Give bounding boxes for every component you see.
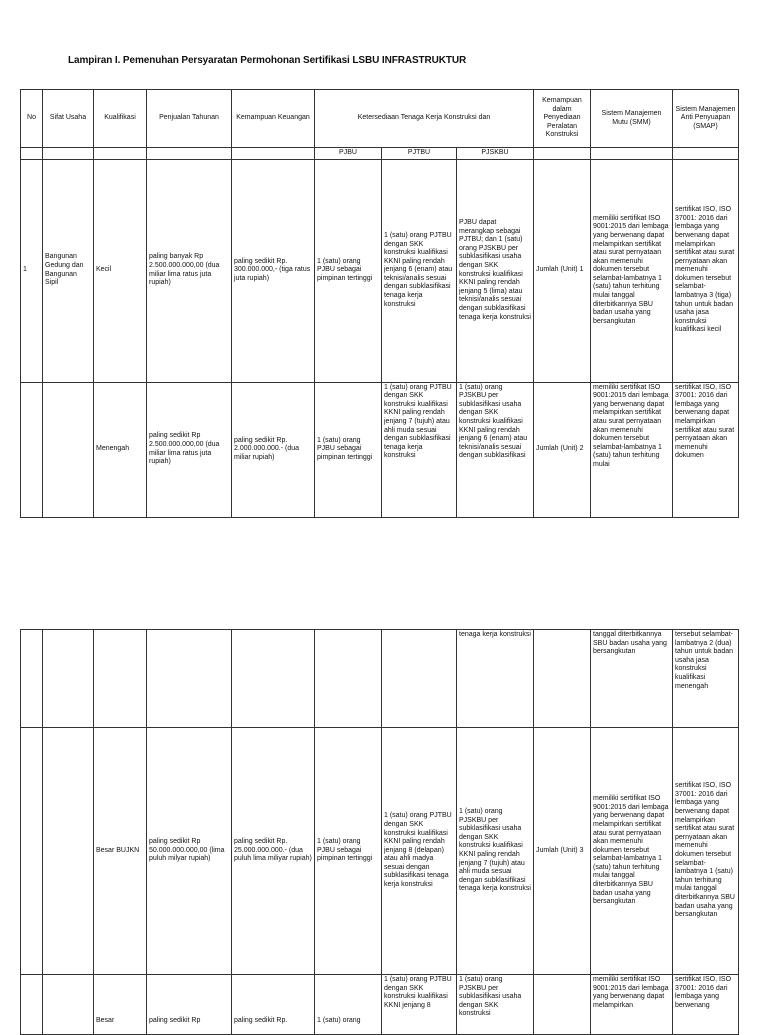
cell-pjbu [315, 630, 382, 728]
cell-smm: memiliki sertifikat ISO 9001:2015 dari lembaga yang berwenang dapat melampirkan [591, 975, 673, 1035]
cell-smap: tersebut selambat-lambatnya 2 (dua) tahun untuk badan usaha jasa konstruksi kualifikasi menengah [673, 630, 739, 728]
cell-kualifikasi: Menengah [94, 382, 147, 517]
cell-pjskbu: 1 (satu) orang PJSKBU per subklasifikasi usaha dengan SKK konstruksi [457, 975, 534, 1035]
cell-pjbu: 1 (satu) orang PJBU sebagai pimpinan tertinggi [315, 382, 382, 517]
cell-penjualan: paling banyak Rp 2.500.000.000,00 (dua miliar lima ratus juta rupiah) [147, 159, 232, 382]
cell-smap: sertifikat ISO, ISO 37001: 2016 dari lembaga yang berwenang dapat melampirkan sertifikat atau surat pernyataan akan memenuhi dokumen tersebut selambat-lambatnya 3 (tiga) tahun untuk badan usaha jasa konstruksi kualifikasi kecil [673, 159, 739, 382]
header-penjualan: Penjualan Tahunan [147, 90, 232, 148]
table-row [21, 630, 739, 728]
cell-penjualan: paling sedikit Rp 2.500.000.000,00 (dua miliar lima ratus juta rupiah) [147, 382, 232, 517]
cell-pjskbu: 1 (satu) orang PJSKBU per subklasifikasi usaha dengan SKK konstruksi kualifikasi KKNI paling rendah jenjang 6 (enam) atau teknisi/analis sesuai dengan subklasifikasi [457, 382, 534, 517]
cell-smap: sertifikat ISO, ISO 37001: 2016 dari lembaga yang berwenang [673, 975, 739, 1035]
cell-sifat-usaha [43, 975, 94, 1035]
cell-pjtbu: 1 (satu) orang PJTBU dengan SKK konstruksi kualifikasi KKNI paling rendah jenjang 8 (delapan) atau ahli madya sesuai dengan subklasifikasi tenaga kerja konstruksi [382, 728, 457, 975]
cell-kualifikasi [94, 630, 147, 728]
cell-no [21, 975, 43, 1035]
cell-no [21, 728, 43, 975]
cell-sifat-usaha: Bangunan Gedung dan Bangunan Sipil [43, 159, 94, 382]
cell-no [21, 630, 43, 728]
requirements-table-part-1 [20, 89, 739, 518]
header-tenaga-kerja: Ketersediaan Tenaga Kerja Konstruksi dan [315, 90, 534, 148]
cell-penjualan: paling sedikit Rp 50.000.000.000,00 (lima puluh milyar rupiah) [147, 728, 232, 975]
cell-pjbu: 1 (satu) orang [315, 975, 382, 1035]
cell-keuangan: paling sedikit Rp. 25.000.000.000.- (dua puluh lima miliyar rupiah) [232, 728, 315, 975]
cell-keuangan [232, 630, 315, 728]
subheader-row [21, 148, 739, 160]
cell-pjskbu: tenaga kerja konstruksi [457, 630, 534, 728]
page-title: Lampiran I. Pemenuhan Persyaratan Permohonan Sertifikasi LSBU INFRASTRUKTUR [68, 55, 467, 66]
cell-kualifikasi: Besar BUJKN [94, 728, 147, 975]
cell-pjbu: 1 (satu) orang PJBU sebagai pimpinan tertinggi [315, 728, 382, 975]
requirements-table-part-2 [20, 629, 739, 1035]
cell-sifat-usaha [43, 630, 94, 728]
cell-keuangan: paling sedikit Rp. 2.000.000.000.- (dua miliar rupiah) [232, 382, 315, 517]
cell-smm: memiliki sertifikat ISO 9001:2015 dari lembaga yang berwenang dapat melampirkan sertifikat atau surat pernyataan akan memenuhi dokumen tersebut selambat-lambatnya 1 (satu) tahun terhitung mulai tanggal diterbitkannya SBU badan usaha yang bersangkutan [591, 159, 673, 382]
header-smap: Sistem Manajemen Anti Penyuapan (SMAP) [673, 90, 739, 148]
header-no: No [21, 90, 43, 148]
cell-pjskbu: 1 (satu) orang PJSKBU per subklasifikasi usaha dengan SKK konstruksi kualifikasi KKNI paling rendah jenjang 7 (tujuh) atau ahli muda sesuai dengan subklasifikasi tenaga kerja konstruksi [457, 728, 534, 975]
cell-penjualan: paling sedikit Rp [147, 975, 232, 1035]
cell-pjtbu: 1 (satu) orang PJTBU dengan SKK konstruksi kualifikasi KKNI jenjang 8 [382, 975, 457, 1035]
cell-peralatan [534, 630, 591, 728]
cell-smm: memiliki sertifikat ISO 9001:2015 dari lembaga yang berwenang dapat melampirkan sertifikat atau surat pernyataan akan memenuhi dokumen tersebut selambat-lambatnya 1 (satu) tahun terhitung mulai [591, 382, 673, 517]
header-pjbu: PJBU [315, 148, 382, 160]
table-row [21, 975, 739, 1035]
cell-smm: memiliki sertifikat ISO 9001:2015 dari lembaga yang berwenang dapat melampirkan sertifikat atau surat pernyataan akan memenuhi dokumen tersebut selambat-lambatnya 1 (satu) tahun terhitung mulai tanggal diterbitkannya SBU badan usaha yang bersangkutan [591, 728, 673, 975]
cell-peralatan [534, 975, 591, 1035]
header-row [21, 90, 739, 148]
cell-penjualan [147, 630, 232, 728]
header-kualifikasi: Kualifikasi [94, 90, 147, 148]
cell-no [21, 382, 43, 517]
header-smm: Sistem Manajemen Mutu (SMM) [591, 90, 673, 148]
cell-kualifikasi: Kecil [94, 159, 147, 382]
cell-peralatan: Jumlah (Unit) 3 [534, 728, 591, 975]
cell-smap: sertifikat ISO, ISO 37001: 2016 dari lembaga yang berwenang dapat melampirkan sertifikat atau surat pernyataan akan memenuhi dokumen [673, 382, 739, 517]
header-peralatan: Kemampuan dalam Penyediaan Peralatan Konstruksi [534, 90, 591, 148]
header-pjskbu: PJSKBU [457, 148, 534, 160]
table-row [21, 728, 739, 975]
cell-keuangan: paling sedikit Rp. 300.000.000,- (tiga ratus juta rupiah) [232, 159, 315, 382]
table-row [21, 382, 739, 517]
cell-pjtbu: 1 (satu) orang PJTBU dengan SKK konstruksi kualifikasi KKNI paling rendah jenjang 6 (enam) atau teknisi/analis sesuai dengan subklasifikasi tenaga kerja konstruksi [382, 159, 457, 382]
cell-smap: sertifikat ISO, ISO 37001: 2016 dari lembaga yang berwenang dapat melampirkan sertifikat atau surat pernyataan akan memenuhi dokumen tersebut selambat-lambatnya 1 (satu) tahun terhitung mulai tanggal diterbitkannya SBU badan usaha yang bersangkutan [673, 728, 739, 975]
cell-no: 1 [21, 159, 43, 382]
cell-keuangan: paling sedikit Rp. [232, 975, 315, 1035]
cell-peralatan: Jumlah (Unit) 2 [534, 382, 591, 517]
cell-pjtbu [382, 630, 457, 728]
cell-pjtbu: 1 (satu) orang PJTBU dengan SKK konstruksi kualifikasi KKNI paling rendah jenjang 7 (tujuh) atau ahli muda sesuai dengan subklasifikasi tenaga kerja konstruksi [382, 382, 457, 517]
cell-kualifikasi: Besar [94, 975, 147, 1035]
header-pjtbu: PJTBU [382, 148, 457, 160]
cell-smm: tanggal diterbitkannya SBU badan usaha yang bersangkutan [591, 630, 673, 728]
header-keuangan: Kemampuan Keuangan [232, 90, 315, 148]
header-sifat-usaha: Sifat Usaha [43, 90, 94, 148]
table-row [21, 159, 739, 382]
cell-pjskbu: PJBU dapat merangkap sebagai PJTBU; dan 1 (satu) orang PJSKBU per subklasifikasi usaha dengan SKK konstruksi kualifikasi KKNI paling rendah jenjang 5 (lima) atau teknisi/analis sesuai dengan subklasifikasi tenaga kerja konstruksi [457, 159, 534, 382]
cell-sifat-usaha [43, 382, 94, 517]
cell-pjbu: 1 (satu) orang PJBU sebagai pimpinan tertinggi [315, 159, 382, 382]
cell-peralatan: Jumlah (Unit) 1 [534, 159, 591, 382]
cell-sifat-usaha [43, 728, 94, 975]
